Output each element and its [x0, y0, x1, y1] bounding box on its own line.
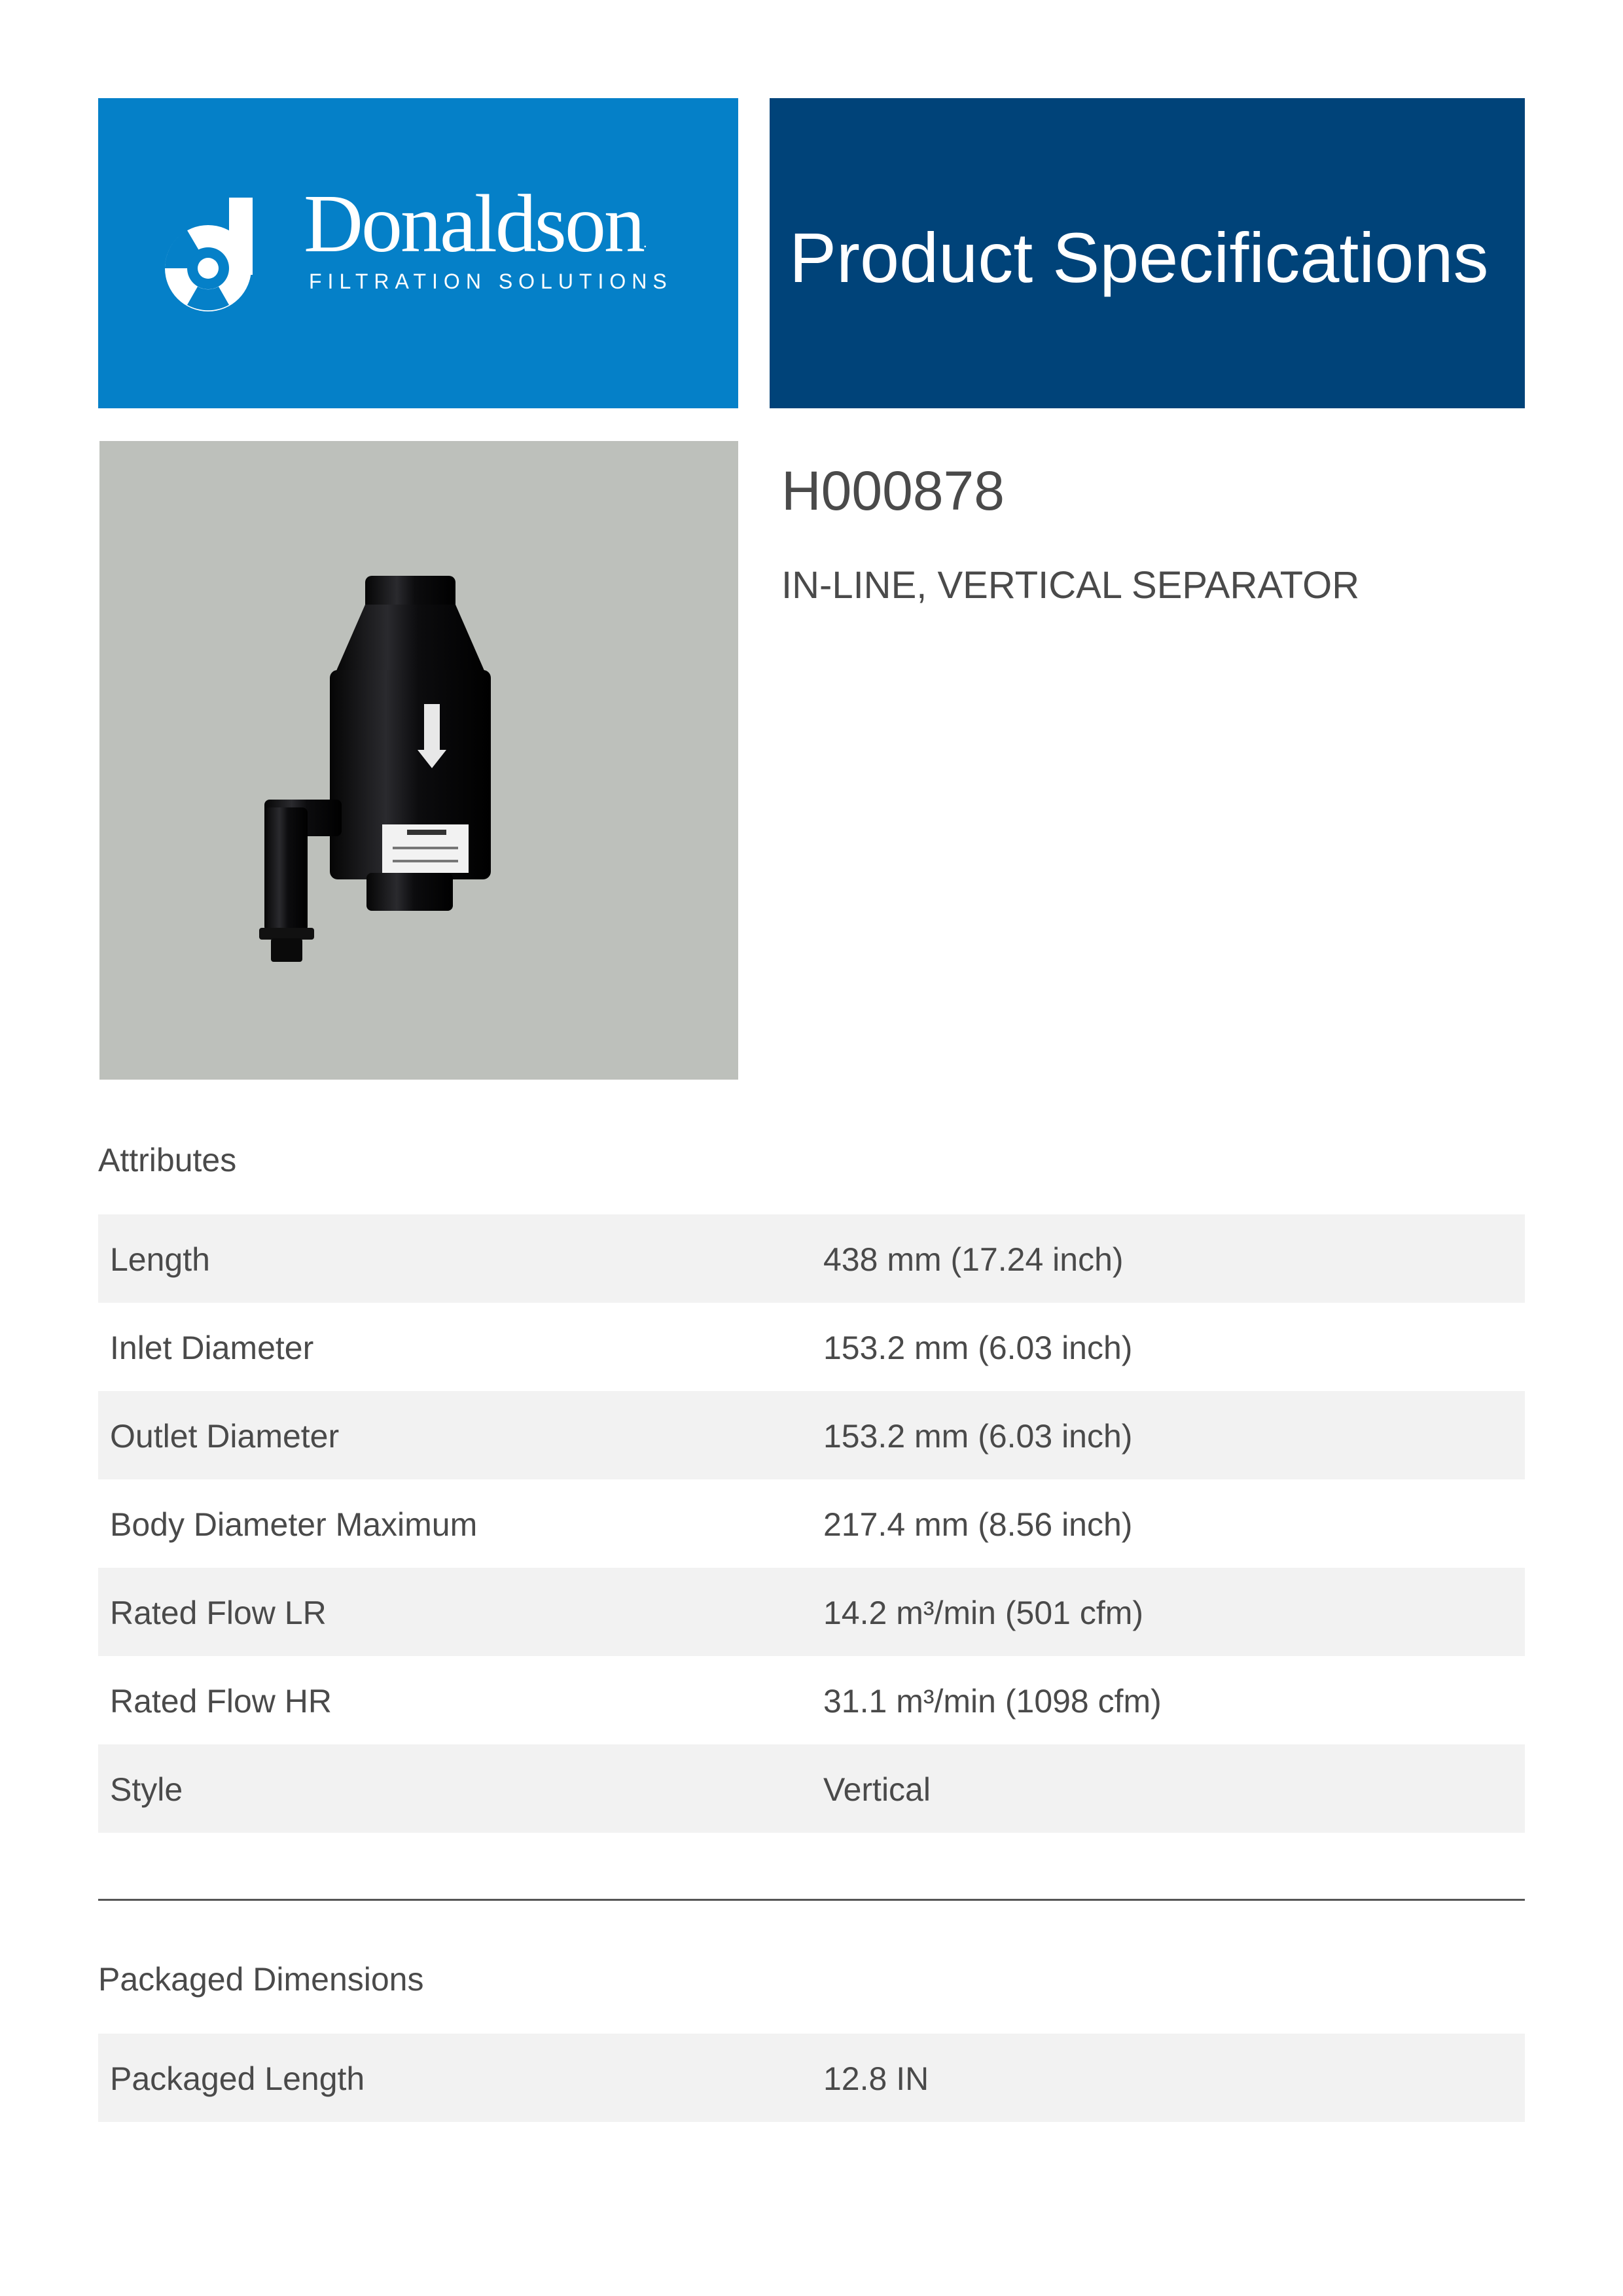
attribute-label: Inlet Diameter — [110, 1330, 314, 1366]
brand-wordmark: Donaldson. — [304, 179, 647, 270]
attribute-label: Style — [110, 1771, 183, 1808]
donaldson-logo-icon — [161, 198, 260, 315]
attribute-label: Length — [110, 1241, 210, 1278]
table-row — [98, 1656, 1525, 1744]
title-panel — [770, 98, 1525, 408]
table-row — [98, 1391, 1525, 1479]
attribute-value: 217.4 mm (8.56 inch) — [823, 1506, 1133, 1543]
packaged-dimensions-heading: Packaged Dimensions — [98, 1961, 424, 1998]
table-row — [98, 1214, 1525, 1303]
attribute-value: 31.1 m³/min (1098 cfm) — [823, 1683, 1162, 1720]
brand-tagline: FILTRATION SOLUTIONS — [309, 270, 673, 293]
page-title: Product Specifications — [789, 218, 1489, 297]
packaged-value: 12.8 IN — [823, 2060, 929, 2097]
attribute-value: Vertical — [823, 1771, 931, 1808]
table-row — [98, 1568, 1525, 1656]
brand-logo-panel — [98, 98, 738, 408]
attributes-heading: Attributes — [98, 1142, 237, 1178]
attribute-value: 438 mm (17.24 inch) — [823, 1241, 1124, 1278]
attribute-value: 153.2 mm (6.03 inch) — [823, 1330, 1133, 1366]
packaged-label: Packaged Length — [110, 2060, 365, 2097]
attributes-table — [98, 1214, 1525, 1833]
attribute-label: Outlet Diameter — [110, 1418, 340, 1455]
part-number: H000878 — [781, 460, 1005, 521]
table-row — [98, 2034, 1525, 2122]
part-description: IN-LINE, VERTICAL SEPARATOR — [781, 564, 1360, 607]
packaged-dimensions-table — [98, 2034, 1525, 2122]
table-row — [98, 1303, 1525, 1391]
separator-image-icon — [99, 441, 738, 1080]
attribute-label: Rated Flow LR — [110, 1595, 327, 1631]
attribute-label: Body Diameter Maximum — [110, 1506, 478, 1543]
attribute-label: Rated Flow HR — [110, 1683, 332, 1720]
attribute-value: 153.2 mm (6.03 inch) — [823, 1418, 1133, 1455]
section-divider — [98, 1899, 1525, 1901]
table-row — [98, 1744, 1525, 1833]
table-row — [98, 1479, 1525, 1568]
attribute-value: 14.2 m³/min (501 cfm) — [823, 1595, 1144, 1631]
product-photo — [99, 441, 738, 1080]
